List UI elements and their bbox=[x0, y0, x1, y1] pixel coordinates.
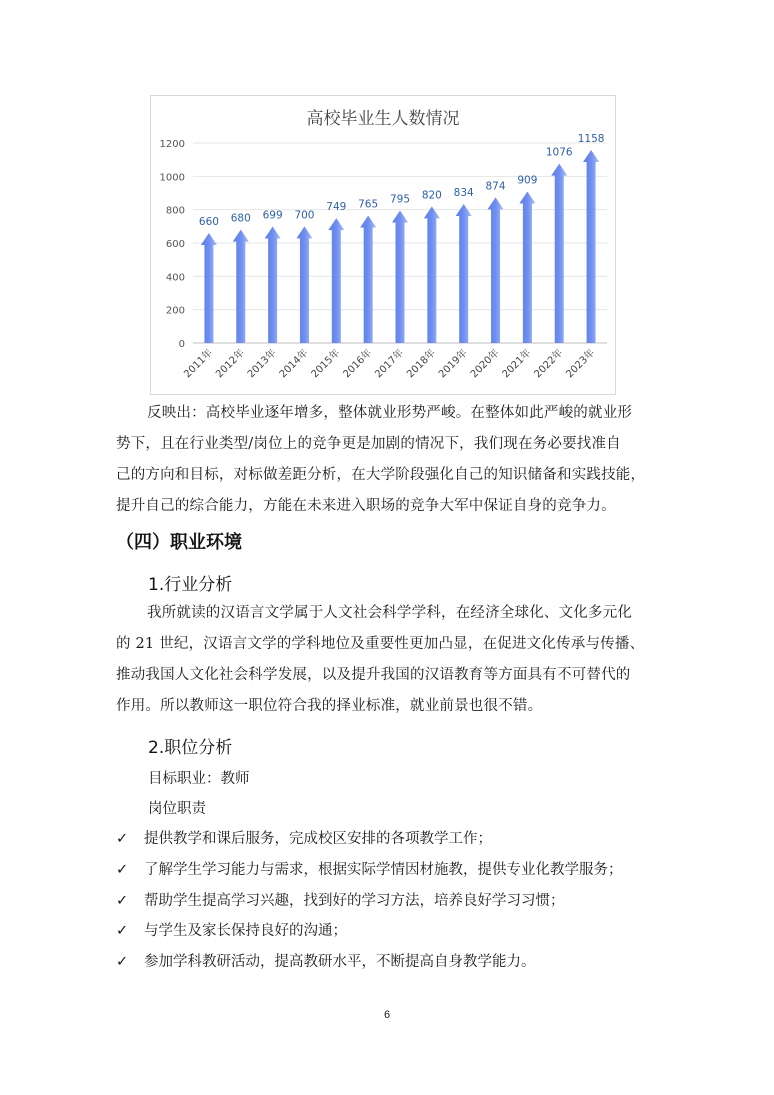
x-tick-label: 2021年 bbox=[500, 347, 534, 381]
data-label: 795 bbox=[389, 193, 411, 206]
section-heading-career-environment: （四）职业环境 bbox=[116, 532, 242, 553]
data-label: 834 bbox=[453, 187, 474, 199]
data-label: 1076 bbox=[545, 146, 573, 159]
data-label: 700 bbox=[294, 209, 315, 222]
page-number: 6 bbox=[383, 1009, 391, 1021]
duty-item: ✓ 参加学科教研活动，提高教研水平，不断提高自身教学能力。 bbox=[116, 951, 676, 973]
arrow-bar bbox=[551, 164, 567, 343]
x-tick-label: 2018年 bbox=[405, 347, 438, 381]
p1-line-4: 提升自己的综合能力，方能在未来进入职场的竞争大军中保证自身的竞争力。 bbox=[116, 498, 616, 514]
subheading-position-analysis: 2.职位分析 bbox=[148, 738, 233, 758]
paragraph-reflection bbox=[116, 398, 656, 522]
duty-item: ✓ 与学生及家长保持良好的沟通； bbox=[116, 920, 676, 942]
arrow-bar bbox=[201, 233, 217, 343]
duty-item: ✓ 了解学生学习能力与需求，根据实际学情因材施教，提供专业化教学服务； bbox=[116, 859, 676, 881]
x-tick-label: 2019年 bbox=[436, 347, 470, 381]
paragraph-industry bbox=[116, 598, 656, 722]
arrow-bar bbox=[519, 192, 535, 344]
x-tick-label: 2015年 bbox=[309, 347, 343, 381]
x-tick-label: 2023年 bbox=[564, 347, 598, 381]
data-label: 874 bbox=[485, 180, 506, 193]
p1-line-1: 反映出：高校毕业逐年增多，整体就业形势严峻。在整体如此严峻的就业形 bbox=[147, 405, 633, 421]
duty-item: ✓ 帮助学生提高学习兴趣，找到好的学习方法，培养良好学习习惯； bbox=[116, 890, 676, 912]
check-icon: ✓ bbox=[116, 862, 129, 878]
data-label: 909 bbox=[517, 174, 538, 187]
y-tick-label: 1000 bbox=[159, 172, 185, 184]
arrow-bar bbox=[233, 230, 249, 343]
arrow-bar bbox=[488, 197, 504, 343]
x-tick-label: 2013年 bbox=[245, 347, 279, 381]
x-tick-label: 2016年 bbox=[341, 347, 375, 381]
arrow-bar bbox=[456, 204, 472, 343]
arrow-bar bbox=[328, 218, 344, 343]
x-tick-label: 2017年 bbox=[373, 347, 407, 381]
y-tick-label: 200 bbox=[165, 305, 185, 317]
data-label: 820 bbox=[421, 189, 442, 202]
arrow-bar bbox=[296, 226, 312, 343]
y-tick-label: 0 bbox=[178, 339, 185, 350]
chart-canvas bbox=[151, 96, 617, 396]
p1-line-2: 势下，且在行业类型/岗位上的竞争更是加剧的情况下，我们现在务必要找准自 bbox=[116, 436, 621, 452]
target-job: 目标职业：教师 bbox=[148, 771, 250, 787]
y-tick-label: 400 bbox=[165, 272, 185, 284]
y-tick-label: 600 bbox=[165, 239, 185, 250]
data-label: 749 bbox=[326, 201, 347, 214]
p2-line-3: 推动我国人文化社会科学发展，以及提升我国的汉语教育等方面具有不可替代的 bbox=[116, 667, 631, 683]
chart-title: 高校毕业生人数情况 bbox=[306, 109, 460, 129]
arrow-bar bbox=[265, 227, 281, 344]
check-icon: ✓ bbox=[116, 893, 129, 909]
duty-item: ✓ 提供教学和课后服务，完成校区安排的各项教学工作； bbox=[116, 828, 676, 850]
data-label: 1158 bbox=[577, 133, 605, 145]
x-tick-label: 2022年 bbox=[532, 347, 566, 381]
y-tick-label: 800 bbox=[165, 205, 185, 217]
arrow-bar bbox=[424, 206, 440, 343]
y-tick-label: 1200 bbox=[159, 139, 185, 150]
duties-title: 岗位职责 bbox=[148, 801, 206, 817]
arrow-bar bbox=[360, 216, 376, 344]
check-icon: ✓ bbox=[116, 954, 129, 970]
p1-line-3: 己的方向和目标，对标做差距分析，在大学阶段强化自己的知识储备和实践技能， bbox=[116, 467, 646, 483]
data-label: 680 bbox=[230, 212, 251, 225]
data-label: 699 bbox=[262, 209, 283, 222]
graduates-chart bbox=[150, 95, 616, 395]
x-tick-label: 2012年 bbox=[214, 347, 247, 381]
data-label: 765 bbox=[358, 198, 379, 211]
check-icon: ✓ bbox=[116, 831, 129, 847]
p2-line-2: 的 21 世纪，汉语言文学的学科地位及重要性更加凸显，在促进文化传承与传播、 bbox=[116, 636, 645, 652]
check-icon: ✓ bbox=[116, 923, 129, 939]
arrow-bar bbox=[583, 150, 599, 343]
subheading-industry-analysis: 1.行业分析 bbox=[148, 575, 233, 595]
x-tick-label: 2020年 bbox=[468, 347, 502, 381]
p2-line-1: 我所就读的汉语言文学属于人文社会科学学科，在经济全球化、文化多元化 bbox=[147, 605, 633, 621]
p2-line-4: 作用。所以教师这一职位符合我的择业标准，就业前景也很不错。 bbox=[116, 698, 543, 714]
x-tick-label: 2014年 bbox=[277, 347, 311, 381]
x-tick-label: 2011年 bbox=[182, 347, 216, 381]
data-label: 660 bbox=[198, 216, 219, 228]
